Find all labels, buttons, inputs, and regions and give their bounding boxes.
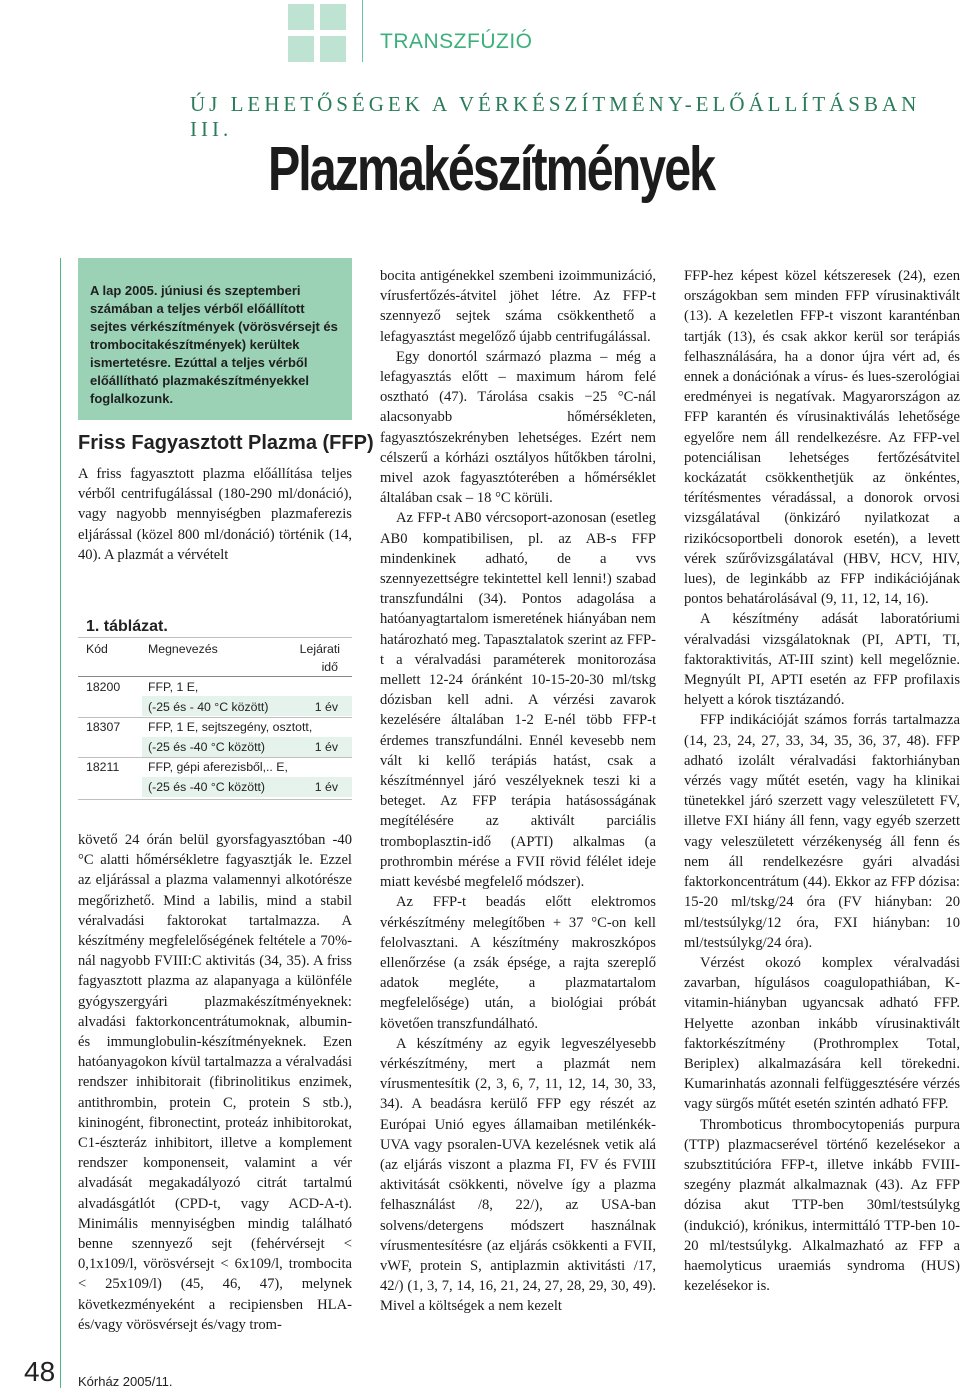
column-2 <box>380 266 656 1317</box>
data-table <box>78 636 352 804</box>
paragraph: A készítmény az egyik legveszélyesebb vérkészítmény, mert a plazmát nem vírusmentesítik (2, 3, 6, 7, 11, 12, 14, 30, 33, 34). A beadásra kerülő FFP egy részét az Európai Unió egyes államaiban metilénkék-UVA vagy psoralen-UVA kezelésnek vetik alá (az eljárás viszont a plazma FI, FV és FVIII aktivitását csökkenti, növelve így a plazma felhasználást /8, 22/), az USA-ban solvens/detergens módszert használnak vírusmentesítésre (az eljárás csökkenti a FVII, vWF, protein S, antiplazmin aktivitásti /17, 42/) (1, 3, 7, 14, 16, 21, 24, 27, 28, 29, 30, 49). Mivel a költségek a nem kezelt <box>380 1035 656 1315</box>
header-decoration-square <box>288 36 314 62</box>
table-header-code: Kód <box>86 642 108 656</box>
paragraph: A készítmény adását laboratóriumi véralvadási vizsgálatoknak (PI, APTI, TI, faktoraktivitás, AT-III szint) kell megelőznie. Megnyúlt PI, APTI esetén az FFP profilaxis helyett a kórok tisztázandó. <box>684 611 960 709</box>
journal-footer: Kórház 2005/11. <box>78 1374 173 1389</box>
header-decoration-square <box>320 36 346 62</box>
table-cell-name: (-25 és -40 °C között) <box>148 780 265 794</box>
paragraph: követő 24 órán belül gyorsfagyasztóban -40 °C alatti hőmérsékletre fagyasztják le. Ezzel az eljárással a plazma valamennyi alkotórésze megőrizhető. Mind a labilis, mind a stabil véralvadási faktorokat tartalmazza. A készítmény megfelelőségének feltétele a 70%-nál nagyobb FVIII:C aktivitás (34, 35). A friss fagyasztott plazma az alapanyaga a különféle gyógyszergyári plazmakészítményeknek: alvadási faktorkoncentrátumoknak, albumin- és immunglobulin-készítményeknek. Ezen hatóanyagokon kívül tartalmazza a véralvadási rendszer inhibitorait (fibrinolitikus enzimek, antithrombin, protein C, protein S stb.), kininogént, fibronectint, proteáz inhibitorokat, C1-észteráz inhibitort, illetve a komplement rendszer komponenseit, valamint a vér alvadását megakadályozó citrát tartalmú alvadásgátlót (CPD-t, vagy ACD-A-t). Minimális mennyiségben mindig található benne szennyező sejt (fehérvérsejt < 0,1x109/l, vörösvérsejt < 6x109/l, trombocita < 25x109/l) (45, 46, 47), melynek következményeként a recipiensben HLA- és/vagy vörösvérsejt és/vagy trom- <box>78 832 352 1333</box>
column-1-bottom <box>78 830 352 1335</box>
header-decoration-square <box>320 4 346 30</box>
table-cell-code: 18307 <box>86 720 121 734</box>
paragraph: Thromboticus thrombocytopeniás purpura (TTP) plazmacserével történő kezelésekor a szubsztitúcióra FFP-t, illetve inkább FVIII-szegény plazmát alkalmaznak (43). Az FFP dózisa akut TTP-ben 30ml/testsúlykg (indukció), krónikus, intermittáló TTP-ben 10-20 ml/testsúlykg. Alkalmazható az FFP a haemolyticus uraemiás syndroma (HUS) kezelésekor is. <box>684 1116 960 1295</box>
table-cell-code: 18200 <box>86 680 121 694</box>
paragraph: bocita antigénekkel szembeni izoimmunizáció, vírusfertőzés-átvitel jöhet létre. Az FFP-t szennyező sejtek száma csökkenthető a lefagyasztást megelőző újabb centrifugálással. <box>380 268 656 345</box>
table-cell-expiry: 1 év <box>314 780 338 794</box>
page-number: 48 <box>24 1356 56 1387</box>
paragraph: FFP-hez képest közel kétszeresek (24), ezen országokban sem minden FFP vírusinaktivált (13). A kezeletlen FFP-t viszont karanténban tartják (13), és csak akkor kerül sor terápiás felhasználására, ha a donor újra vért ad, és ennek a donációnak a vírus- és lues-szerológiai eredményei is negatívak. Magyarországon az FFP karantén és vírusinaktiválás lehetősége egyelőre nem áll rendelkezésre. Az FFP-vel potenciálisan lehetséges fertőzésátvitel kockázatát csökkenthetjük az önkéntes, térítésmentes véradással, a donorok orvosi vizsgálatával (önkizáró nyilatkozat a rizikócsoportbeli donorok esetén), a levett vérek szűrővizsgálatával (HBV, HCV, HIV, lues), de leginkább az FFP indikációjának pontos behatárolásával (9, 11, 12, 14, 16). <box>684 268 960 608</box>
series-title: ÚJ LEHETŐSÉGEK A VÉRKÉSZÍTMÉNY-ELŐÁLLÍTÁSBAN III. <box>190 92 921 141</box>
header-decoration-square <box>288 4 314 30</box>
column-3 <box>684 266 960 1296</box>
page-title: Plazmakészítmények <box>268 135 715 204</box>
paragraph: Vérzést okozó komplex véralvadási zavarban, hígulásos coagulopathiában, K-vitamin-hiányban ugyancsak adható FFP. Helyette azonban inkább vírusinaktivált faktorkészítmény (Prothromplex Total, Beriplex) alkalmazására kell törekedni. Kumarinhatás azonnali felfüggesztésére vérzés vagy sürgős műtét esetén szintén adható FFP. <box>684 954 960 1113</box>
margin-rule <box>60 258 61 1388</box>
abstract-box: A lap 2005. júniusi és szeptemberi számában a teljes vérből előállított sejtes vérkészítmények (vörösvérsejt és trombocitakészítmények) kerültek ismertetésre. Ezúttal a teljes vérből előállítható plazmakészítményekkel foglalkozunk. <box>78 258 352 420</box>
column-1-top <box>78 464 352 565</box>
section-heading: Friss Fagyasztott Plazma (FFP) <box>78 432 374 454</box>
table-header-expiry-2: idő <box>321 660 338 674</box>
paragraph: FFP indikációját számos forrás tartalmazza (14, 23, 24, 27, 33, 34, 35, 36, 37, 48). FFP adható izolált véralvadási faktorhiányban vérzés vagy műtét esetén, vagy ha klinikai tünetekkel járó szerzett vagy veleszületett FV, illetve FXI hiány áll fenn, vagy egyéb szerzett vagy veleszületett vérzékenység áll fenn és nem áll rendelkezésre gyári alvadási faktorkoncentrátum (44). Ekkor az FFP dózisa: 15-20 ml/tskg/24 óra (FV hiányban: 20 ml/testsúlykg/12 óra, FXI hiányban: 10 ml/testsúlykg/24 óra). <box>684 712 960 951</box>
section-label: TRANSZFÚZIÓ <box>380 30 533 53</box>
table-caption: 1. táblázat. <box>86 618 168 635</box>
table-header-name: Megnevezés <box>148 642 218 656</box>
table-cell-expiry: 1 év <box>314 700 338 714</box>
table-cell-name: FFP, gépi aferezisből,.. E, <box>148 760 288 774</box>
table-rule <box>78 757 352 758</box>
paragraph: Egy donortól származó plazma – még a lefagyasztás előtt – maximum három felé osztható (47). Tárolása csakis −25 °C-nál alacsonyabb hőmérsékleten, fagyasztószekrényben lehetséges. Ezért nem célszerű a kórházi osztályos hűtőkben tárolni, mivel azok fagyasztóterében a hőmérséklet általában csak – 18 °C körüli. <box>380 348 656 507</box>
table-cell-name: FFP, 1 E, sejtszegény, osztott, <box>148 720 313 734</box>
table-cell-name: (-25 és -40 °C között) <box>148 740 265 754</box>
table-rule <box>78 799 352 800</box>
table-cell-name: (-25 és - 40 °C között) <box>148 700 269 714</box>
table-cell-name: FFP, 1 E, <box>148 680 199 694</box>
table-cell-expiry: 1 év <box>314 740 338 754</box>
paragraph: Az FFP-t beadás előtt elektromos vérkészítmény melegítőben + 37 °C-on kell felolvasztani. A készítmény makroszkópos ellenőrzése (a zsák épsége, a rajta szereplő adatok megléte, a plazmatartalom megfelelősége) után, a biológiai próbát követően transzfundálható. <box>380 894 656 1032</box>
table-rule <box>78 717 352 718</box>
paragraph: Az FFP-t AB0 vércsoport-azonosan (esetleg AB0 kompatibilisen, pl. az AB-s FFP mindenkinek adható, de a vvs szennyezettségre tekintettel kell lenni!) szabad transzfundálni (34). Pontos adagolása a hatóanyagtartalom ismeretének hiányában nem határozható meg. Tapasztalatok szerint az FFP-t a véralvadási paraméterek monitorozása mellett 12-24 óránként 10-15-20-30 ml/tskg dózisban kell adni. A vérzési zavarok kezelésére általában 1-2 E-nél több FFP-t érdemes transzfundálni. Ennél kevesebb nem vált ki kellő terápiás hatást, csak a készítménnyel járó veszélyeknek teszi ki a beteget. Az FFP terápia hatásosságának megítélésére az aktivált parciális tromboplasztin-idő (APTI) alkalmas (a prothrombin mérése a FVII rövid félélet ideje miatt kevésbé megfelelő módszer). <box>380 510 656 891</box>
paragraph: A friss fagyasztott plazma előállítása teljes vérből centrifugálással (180-290 ml/donáció), vagy nagyobb mennyiségben plazmaferezis eljárással (közel 800 ml/donáció) történik (14, 40). A plazmát a vérvételt <box>78 466 352 563</box>
table-header-expiry: Lejárati <box>299 642 340 656</box>
table-rule <box>78 676 352 677</box>
header-divider <box>362 0 363 62</box>
table-cell-code: 18211 <box>86 760 120 774</box>
table-rule <box>78 637 352 638</box>
